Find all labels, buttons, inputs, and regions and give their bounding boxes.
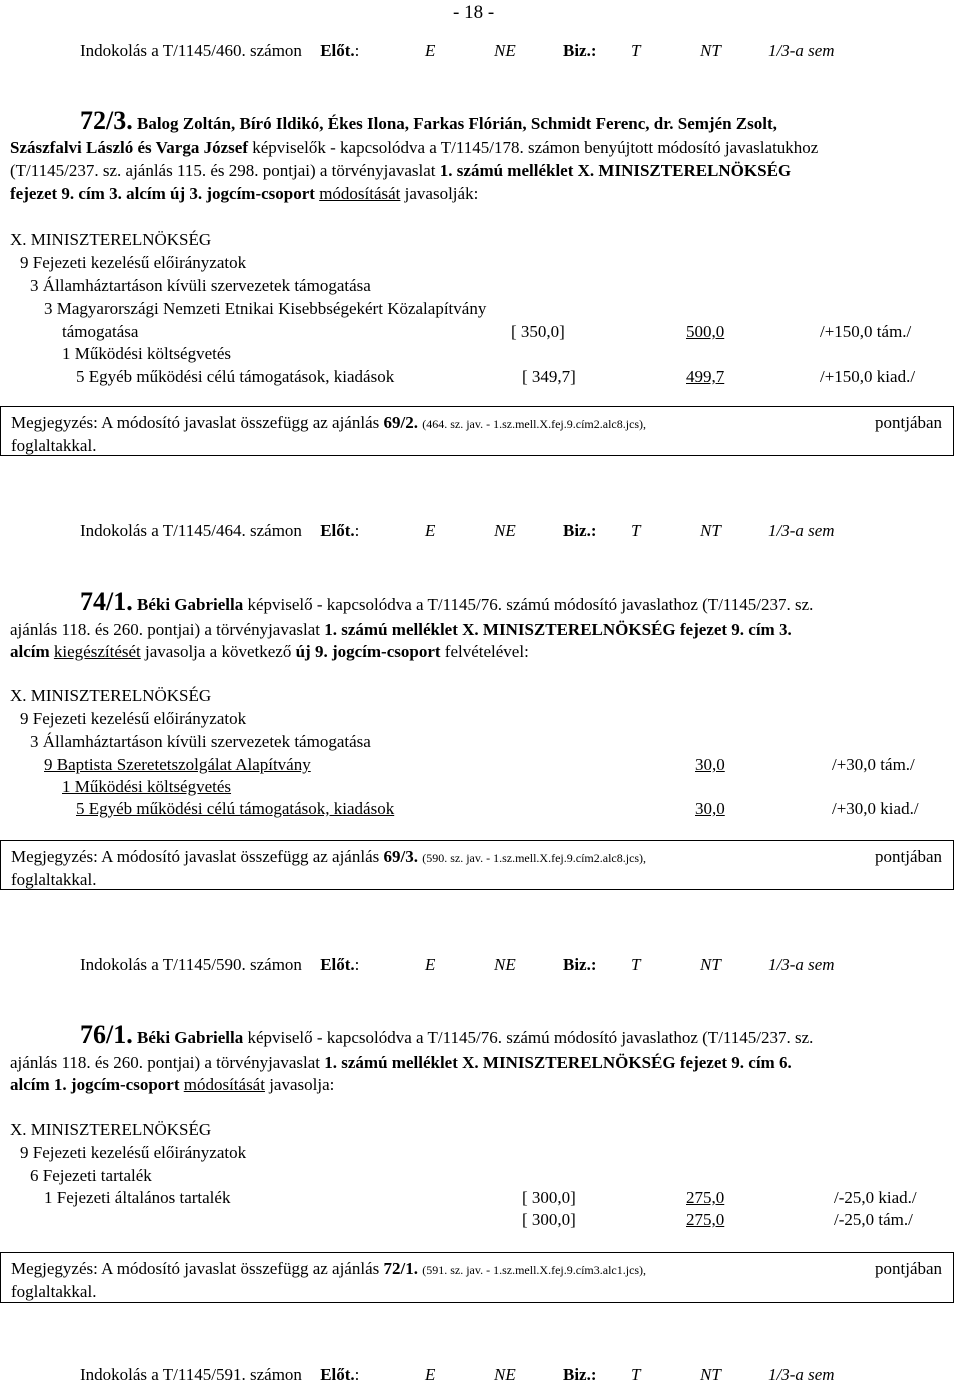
table74-row6-diff: /+30,0 kiad./ (832, 799, 919, 818)
justification-line-591: Indokolás a T/1145/591. számon Előt.: (80, 1365, 360, 1384)
table76-row4-old: [ 300,0] (522, 1188, 576, 1207)
table76-row5-diff: /-25,0 tám./ (834, 1210, 913, 1229)
table72-row6: 1 Működési költségvetés (62, 344, 232, 363)
proposal-76-1-line3: alcím 1. jogcím-csoport módosítását javasolja: (10, 1075, 335, 1094)
proposal-72-3-line1: 72/3. Balog Zoltán, Bíró Ildikó, Ékes Ilona, Farkas Flórián, Schmidt Ferenc, dr. Semjén Zsolt, (80, 106, 777, 135)
justification-line-590: Indokolás a T/1145/590. számon Előt.: (80, 955, 360, 974)
table72-row7-old: [ 349,7] (522, 367, 576, 386)
table72-row5-diff: /+150,0 tám./ (820, 322, 912, 341)
table74-row1: X. MINISZTERELNÖKSÉG (10, 686, 212, 705)
vote-nt: NT (700, 41, 721, 60)
note-box-76: Megjegyzés: A módosító javaslat összefügg az ajánlás 72/1. (591. sz. jav. - 1.sz.mell.X.fej.9.cím3.alc1.jcs), pontjában foglaltakkal. (0, 1252, 954, 1303)
page-number: - 18 - (453, 2, 495, 23)
note-box-72: Megjegyzés: A módosító javaslat összefügg az ajánlás 69/2. (464. sz. jav. - 1.sz.mell.X.fej.9.cím2.alc8.jcs), pontjában foglaltakkal. (0, 406, 954, 456)
table76-row2: 9 Fejezeti kezelésű előirányzatok (20, 1143, 247, 1162)
vote-t: T (631, 41, 641, 60)
label-biz: Biz.: (563, 41, 597, 60)
table74-row4-label: 9 Baptista Szeretetszolgálat Alapítvány (44, 755, 311, 774)
table76-row4-label: 1 Fejezeti általános tartalék (44, 1188, 231, 1207)
proposal-number: 76/1. (80, 1020, 133, 1049)
table74-row4-new: 30,0 (695, 755, 725, 774)
proposal-number: 74/1. (80, 587, 133, 616)
table74-row5: 1 Működési költségvetés (62, 777, 232, 796)
justification-line-460: Indokolás a T/1145/460. számon Előt.: (80, 41, 360, 60)
proposal-72-3-line2: Szászfalvi László és Varga József képviselők - kapcsolódva a T/1145/178. számon benyújtott módosító javaslatukhoz (10, 138, 819, 157)
proposal-72-3-line4: fejezet 9. cím 3. alcím új 3. jogcím-csoport módosítását javasolják: (10, 184, 479, 203)
ref: T/1145/460. számon (162, 41, 302, 60)
table72-row4: 3 Magyarországi Nemzeti Etnikai Kisebbségekért Közalapítvány (44, 299, 487, 318)
proposal-76-1-line1: 76/1. Béki Gabriella képviselő - kapcsolódva a T/1145/76. számú módosító javaslathoz (T/1145/237. sz. (80, 1020, 814, 1049)
table72-row2: 9 Fejezeti kezelésű előirányzatok (20, 253, 247, 272)
table72-row1: X. MINISZTERELNÖKSÉG (10, 230, 212, 249)
table76-row5-old: [ 300,0] (522, 1210, 576, 1229)
vote-e: E (425, 41, 436, 60)
table76-row4-diff: /-25,0 kiad./ (834, 1188, 917, 1207)
proposal-74-1-line1: 74/1. Béki Gabriella képviselő - kapcsolódva a T/1145/76. számú módosító javaslathoz (T/1145/237. sz. (80, 587, 814, 616)
table76-row4-new: 275,0 (686, 1188, 725, 1207)
table76-row3: 6 Fejezeti tartalék (30, 1166, 152, 1185)
proposal-72-3-line3: (T/1145/237. sz. ajánlás 115. és 298. pontjai) a törvényjavaslat 1. számú melléklet X. MINISZTERELNÖKSÉG (10, 161, 792, 180)
table76-row5-new: 275,0 (686, 1210, 725, 1229)
table72-row3: 3 Államháztartáson kívüli szervezetek támogatása (30, 276, 371, 295)
table74-row2: 9 Fejezeti kezelésű előirányzatok (20, 709, 247, 728)
label-elot: Előt. (320, 41, 355, 60)
note-box-74: Megjegyzés: A módosító javaslat összefügg az ajánlás 69/3. (590. sz. jav. - 1.sz.mell.X.fej.9.cím2.alc8.jcs), pontjában foglaltakkal. (0, 840, 954, 890)
table74-row4-diff: /+30,0 tám./ (832, 755, 915, 774)
table74-row6-label: 5 Egyéb működési célú támogatások, kiadások (76, 799, 395, 818)
table72-row5-new: 500,0 (686, 322, 725, 341)
table72-row5-label: támogatása (62, 322, 139, 341)
table74-row3: 3 Államháztartáson kívüli szervezetek támogatása (30, 732, 371, 751)
table72-row7-diff: /+150,0 kiad./ (820, 367, 916, 386)
vote-ne: NE (494, 41, 516, 60)
table72-row7-new: 499,7 (686, 367, 725, 386)
table72-row5-old: [ 350,0] (511, 322, 565, 341)
vote-sem: 1/3-a sem (768, 41, 835, 60)
table76-row1: X. MINISZTERELNÖKSÉG (10, 1120, 212, 1139)
proposal-74-1-line2: ajánlás 118. és 260. pontjai) a törvényjavaslat 1. számú melléklet X. MINISZTERELNÖKSÉG fejezet 9. cím 3. (10, 620, 792, 639)
proposal-76-1-line2: ajánlás 118. és 260. pontjai) a törvényjavaslat 1. számú melléklet X. MINISZTERELNÖKSÉG fejezet 9. cím 6. (10, 1053, 792, 1072)
table72-row7-label: 5 Egyéb működési célú támogatások, kiadások (76, 367, 395, 386)
proposal-number: 72/3. (80, 106, 133, 135)
table74-row6-new: 30,0 (695, 799, 725, 818)
proposal-74-1-line3: alcím kiegészítését javasolja a következő új 9. jogcím-csoport felvételével: (10, 642, 529, 661)
justification-line-464: Indokolás a T/1145/464. számon Előt.: (80, 521, 360, 540)
